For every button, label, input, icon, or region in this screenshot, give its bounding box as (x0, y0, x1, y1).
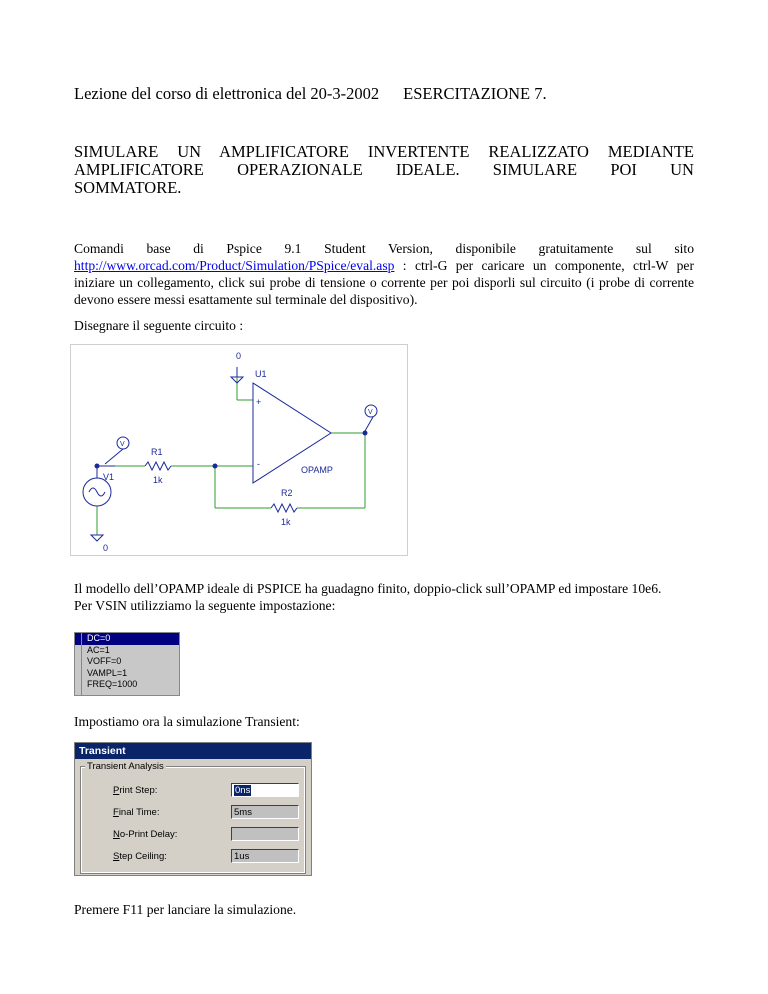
transient-prompt: Impostiamo ora la simulazione Transient: (74, 714, 300, 729)
resistor-r2 (271, 504, 297, 512)
step-ceiling-label: Step Ceiling: (113, 851, 167, 862)
vsin-properties-list (74, 632, 180, 696)
dialog-titlebar: Transient (75, 743, 311, 759)
ground-icon-bottom (91, 535, 103, 541)
title-word: UN (670, 160, 694, 179)
r1-label: R1 (151, 447, 163, 457)
r1-value: 1k (153, 475, 163, 485)
probe-out-label: V (368, 409, 373, 416)
opamp-label: OPAMP (301, 465, 333, 475)
step-ceiling-input[interactable]: 1us (231, 849, 299, 863)
vsin-param-ac[interactable]: AC=1 (87, 644, 110, 655)
ground-label-top: 0 (236, 351, 242, 361)
title-word: POI (610, 160, 637, 179)
lesson-header (74, 84, 547, 104)
exercise-title (74, 143, 694, 197)
noninverting-input-label: + (256, 397, 262, 407)
final-time-label: Final Time: (113, 807, 160, 818)
intro-paragraph (74, 240, 694, 308)
title-word: OPERAZIONALE (237, 160, 363, 179)
vsin-param-vampl[interactable]: VAMPL=1 (87, 667, 128, 678)
vsin-param-voff[interactable]: VOFF=0 (87, 656, 122, 666)
title-line-2 (74, 161, 694, 179)
resistor-r1 (145, 462, 171, 470)
r2-label: R2 (281, 488, 293, 498)
final-instruction: Premere F11 per lanciare la simulazione. (74, 902, 297, 917)
title-line-1: SIMULARE UN AMPLIFICATORE INVERTENTE REALIZZATO MEDIANTE (74, 142, 694, 161)
r2-value: 1k (281, 517, 291, 527)
group-label: Transient Analysis (87, 761, 164, 772)
v1-label: V1 (103, 472, 115, 482)
no-print-delay-input[interactable] (231, 827, 299, 841)
vsin-param-freq[interactable]: FREQ=1000 (87, 679, 138, 689)
title-line-3: SOMMATORE. (74, 178, 182, 197)
probe-in-label: V (120, 441, 125, 448)
draw-prompt: Disegnare il seguente circuito : (74, 318, 244, 333)
vsin-note: Per VSIN utilizziamo la seguente impostazione: (74, 598, 336, 613)
intro-text-before: Comandi base di Pspice 9.1 Student Version, disponibile gratuitamente sul sito (74, 241, 694, 256)
vsin-param-dc[interactable]: DC=0 (75, 633, 179, 645)
title-word: AMPLIFICATORE (74, 160, 204, 179)
model-note (74, 580, 694, 614)
circuit-svg (71, 345, 407, 555)
exercise-label: ESERCITAZIONE 7. (403, 84, 547, 103)
lesson-title: Lezione del corso di elettronica del 20-3-2002 (74, 84, 380, 103)
circuit-schematic (70, 344, 408, 556)
pspice-eval-link[interactable]: http://www.orcad.com/Product/Simulation/PSpice/eval.asp (74, 258, 395, 273)
print-step-label: Print Step: (113, 785, 158, 796)
intro-text-after: : ctrl-G per caricare un componente, ctrl-W per iniziare un collegamento, click sui probe di tensione o corrente per poi disporli sul circuito (i probe di corrente devono essere messi esattamente sul terminale del dispositivo). (74, 258, 694, 307)
transient-dialog (74, 742, 312, 876)
opamp-model-note: Il modello dell’OPAMP ideale di PSPICE ha guadagno finito, doppio-click sull’OPAMP ed impostare 10e6. (74, 581, 662, 596)
no-print-delay-label: No-Print Delay: (113, 829, 178, 840)
print-step-input[interactable]: 0ns (231, 783, 299, 797)
title-word: SIMULARE (492, 160, 578, 179)
final-time-input[interactable]: 5ms (231, 805, 299, 819)
inverting-input-label: - (257, 459, 260, 469)
ground-label-bottom: 0 (103, 543, 109, 553)
title-word: IDEALE. (395, 160, 460, 179)
sine-icon (89, 488, 105, 496)
u1-label: U1 (255, 369, 267, 379)
list-divider (81, 633, 82, 695)
